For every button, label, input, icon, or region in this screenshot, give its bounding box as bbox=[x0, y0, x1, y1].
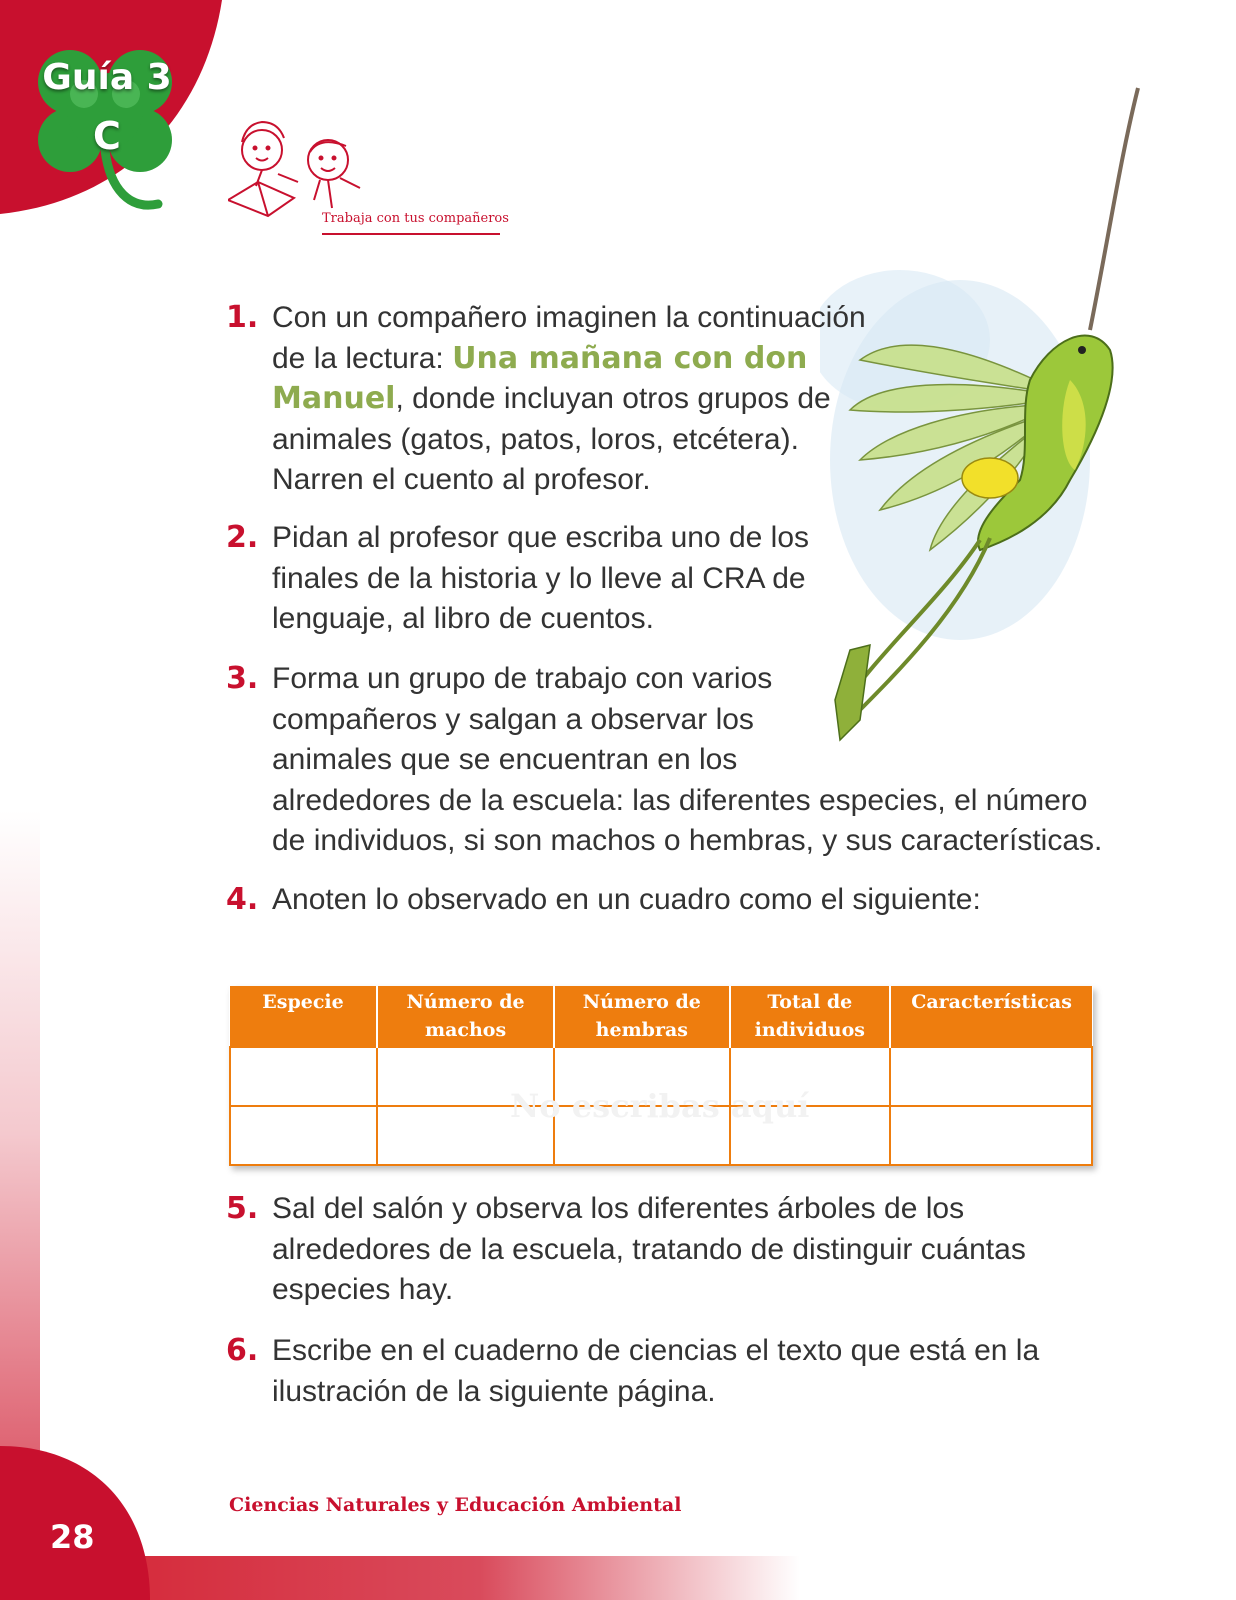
item-line: animales (gatos, patos, loros, etcétera). bbox=[272, 422, 799, 456]
table-row bbox=[230, 1047, 1092, 1106]
item-line: ilustración de la siguiente página. bbox=[272, 1374, 716, 1408]
item-line: compañeros y salgan a observar los bbox=[272, 702, 754, 736]
footer-subject: Ciencias Naturales y Educación Ambiental bbox=[229, 1494, 682, 1516]
table-cell bbox=[554, 1106, 729, 1165]
activity-item-6 bbox=[226, 1331, 1039, 1412]
table-cell bbox=[730, 1047, 891, 1106]
activity-item-3 bbox=[226, 659, 1102, 862]
item-number: 5. bbox=[226, 1191, 259, 1226]
item-line: Con un compañero imaginen la continuación bbox=[272, 301, 866, 334]
item-line: Escribe en el cuaderno de ciencias el texto que está en la bbox=[272, 1334, 1040, 1367]
activity-item-1 bbox=[226, 298, 866, 501]
item-line: lenguaje, al libro de cuentos. bbox=[272, 602, 654, 635]
group-work-label: Trabaja con tus compañeros bbox=[322, 211, 509, 226]
table-cell bbox=[554, 1047, 729, 1106]
item-line: Forma un grupo de trabajo con varios bbox=[272, 662, 773, 695]
table-cell bbox=[890, 1106, 1092, 1165]
table-header-caracteristicas: Características bbox=[890, 986, 1092, 1047]
item-line: animales que se encuentran en los bbox=[272, 743, 738, 776]
table-cell bbox=[730, 1106, 891, 1165]
item-number: 6. bbox=[226, 1333, 259, 1368]
item-line: de la lectura: Una mañana con don bbox=[272, 340, 808, 376]
table-cell bbox=[230, 1106, 377, 1165]
table-cell bbox=[377, 1047, 554, 1106]
guide-number: Guía 3 bbox=[42, 57, 172, 98]
activity-item-4 bbox=[226, 880, 981, 921]
left-gradient-strip bbox=[0, 810, 40, 1530]
table-header-machos: Número de machos bbox=[377, 986, 554, 1047]
item-line: Narren el cuento al profesor. bbox=[272, 463, 651, 496]
item-line: Manuel, donde incluyan otros grupos de bbox=[272, 381, 831, 416]
reading-title: Manuel bbox=[272, 381, 396, 416]
item-line: alrededores de la escuela: las diferentes especies, el número bbox=[272, 783, 1088, 817]
guide-letter: C bbox=[93, 114, 121, 158]
table-cell bbox=[230, 1047, 377, 1106]
activity-item-2 bbox=[226, 518, 809, 640]
item-line: Pidan al profesor que escriba uno de los bbox=[272, 521, 810, 554]
item-line: especies hay. bbox=[272, 1273, 454, 1306]
item-number: 4. bbox=[226, 882, 259, 917]
item-line: finales de la historia y lo lleve al CRA de bbox=[272, 561, 806, 595]
item-line: Sal del salón y observa los diferentes árboles de los bbox=[272, 1192, 965, 1225]
do-not-write-watermark: No escribas aquí bbox=[510, 1087, 810, 1125]
observation-table bbox=[229, 986, 1093, 1166]
page-number: 28 bbox=[50, 1518, 95, 1556]
item-line: de individuos, si son machos o hembras, y sus características. bbox=[272, 824, 1103, 857]
reading-title: Una mañana con don bbox=[452, 340, 808, 376]
item-number: 2. bbox=[226, 520, 259, 555]
hummingbird-illustration bbox=[820, 80, 1160, 760]
divider bbox=[322, 233, 500, 235]
table-cell bbox=[377, 1106, 554, 1165]
activity-item-5 bbox=[226, 1189, 1026, 1311]
table-cell bbox=[890, 1047, 1092, 1106]
item-line: alrededores de la escuela, tratando de distinguir cuántas bbox=[272, 1232, 1026, 1266]
table-header-especie: Especie bbox=[230, 986, 377, 1047]
table-header-hembras: Número de hembras bbox=[554, 986, 729, 1047]
item-number: 3. bbox=[226, 661, 259, 696]
item-number: 1. bbox=[226, 300, 259, 335]
item-line: Anoten lo observado en un cuadro como el siguiente: bbox=[272, 883, 981, 916]
table-header-total: Total de individuos bbox=[730, 986, 891, 1047]
table-row bbox=[230, 1106, 1092, 1165]
